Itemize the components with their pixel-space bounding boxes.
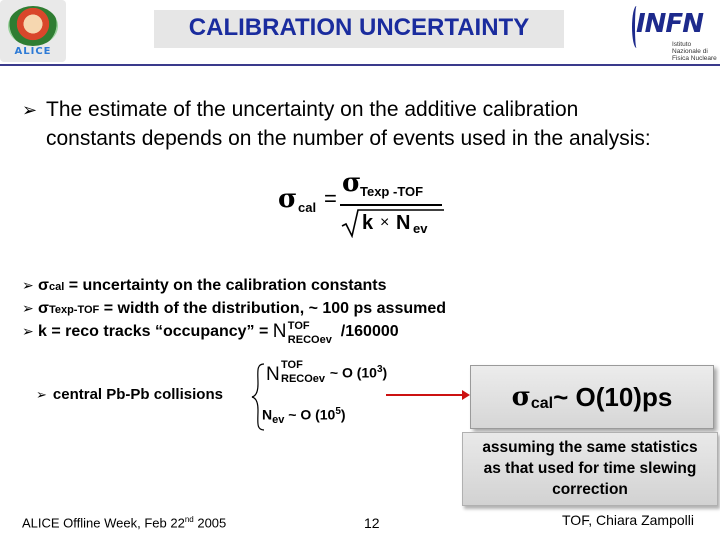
main-bullet-line1: The estimate of the uncertainty on the additive calibration — [46, 98, 579, 121]
def-subscript: RECOev — [287, 334, 332, 346]
definition-sigma-cal — [22, 274, 582, 297]
definition-occupancy — [22, 320, 582, 346]
formula-den-N: N — [396, 212, 411, 234]
uncertainty-formula — [278, 170, 448, 244]
def-N: N — [272, 321, 287, 342]
result-box — [470, 365, 714, 429]
formula-lhs-sub: cal — [298, 200, 317, 215]
right-arrow-icon — [386, 388, 470, 402]
main-bullet — [22, 96, 702, 153]
assumption-line3: correction — [552, 481, 628, 498]
formula-den-k: k — [362, 212, 374, 234]
def-text: = uncertainty on the calibration constants — [64, 277, 387, 294]
arrow-bullet-icon: ➢ — [22, 278, 34, 294]
header-divider — [0, 64, 720, 66]
result-sub: cal — [530, 395, 554, 412]
collisions-label: central Pb-Pb collisions — [52, 386, 223, 403]
footer-left — [22, 515, 226, 530]
cond-exponent: 5 — [335, 406, 341, 417]
cond-subscript: ev — [272, 413, 285, 426]
footer-ordinal: nd — [184, 515, 194, 524]
def-subscript: cal — [48, 281, 65, 293]
main-bullet-line2: constants depends on the number of events used in the analysis: — [46, 127, 651, 150]
infn-logo-text: INFN — [636, 9, 703, 39]
result-sigma: σ — [511, 382, 531, 412]
alice-logo — [0, 0, 66, 62]
def-symbol: σ — [38, 277, 49, 294]
cond-exponent: 3 — [376, 364, 383, 375]
arrow-bullet-icon: ➢ — [22, 301, 34, 317]
cond-superscript: TOF — [281, 359, 303, 371]
def-subscript: Texp-TOF — [48, 304, 100, 316]
cond-value: ~ O (10 — [284, 406, 336, 423]
def-superscript: TOF — [287, 320, 310, 332]
cond-value: ~ O (10 — [326, 364, 377, 381]
formula-equals: = — [324, 186, 337, 211]
formula-num-sigma: σ — [342, 168, 362, 198]
sqrt-icon — [340, 208, 444, 238]
alice-badge-icon — [8, 6, 58, 46]
formula-lhs-sigma: σ — [278, 184, 298, 214]
def-text: /160000 — [340, 323, 399, 340]
cond-close: ) — [382, 364, 388, 381]
formula-den-times: × — [380, 214, 390, 231]
cond-close: ) — [340, 406, 346, 423]
arrow-bullet-icon: ➢ — [36, 388, 47, 403]
assumption-line2: as that used for time slewing — [483, 460, 697, 477]
footer-event: ALICE Offline Week, Feb 22 — [22, 515, 185, 531]
def-text: k = reco tracks “occupancy” = — [38, 323, 273, 340]
footer-right: TOF, Chiara Zampolli — [562, 512, 695, 528]
formula-den-sub: ev — [413, 221, 428, 236]
fraction-bar — [340, 204, 442, 206]
arrow-bullet-icon: ➢ — [22, 100, 38, 121]
def-symbol: σ — [38, 300, 49, 317]
footer-year: 2005 — [193, 515, 227, 531]
formula-num-sub: Texp -TOF — [360, 184, 424, 199]
assumption-note — [462, 432, 718, 506]
infn-logo-subtitle: Istituto Nazionale di Fisica Nucleare — [672, 41, 717, 62]
cond-N: N — [266, 364, 280, 385]
def-text: = width of the distribution, ~ 100 ps assumed — [99, 300, 447, 317]
alice-logo-text: ALICE — [14, 46, 52, 57]
definitions-list — [22, 274, 582, 346]
result-value: ~ O(10)ps — [553, 381, 673, 412]
condition-events — [262, 406, 346, 426]
arrow-bullet-icon: ➢ — [22, 324, 34, 340]
cond-N: N — [262, 406, 273, 423]
assumption-line1: assuming the same statistics — [482, 439, 698, 456]
collisions-bullet — [36, 386, 223, 403]
cond-subscript: RECOev — [281, 373, 326, 385]
slide-title: CALIBRATION UNCERTAINTY — [188, 14, 530, 41]
condition-reco — [266, 359, 388, 385]
page-number: 12 — [364, 515, 380, 531]
